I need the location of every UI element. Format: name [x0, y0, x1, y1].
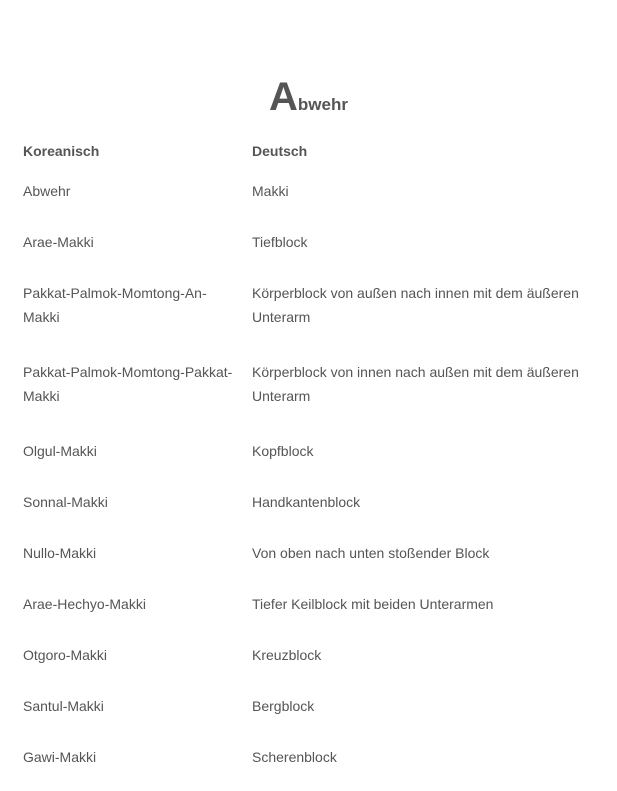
- vocabulary-table: [14, 133, 592, 791]
- german-term: Scherenblock: [252, 749, 337, 765]
- table-row: [14, 434, 592, 485]
- table-row: [14, 536, 592, 587]
- german-term: Körperblock von außen nach innen mit dem äußeren Unterarm: [252, 285, 579, 325]
- table-row: [14, 174, 592, 225]
- korean-term: Santul-Makki: [23, 698, 104, 714]
- german-term: Bergblock: [252, 698, 315, 714]
- table-row: [14, 485, 592, 536]
- korean-term: Arae-Hechyo-Makki: [23, 596, 146, 612]
- korean-term: Nullo-Makki: [23, 545, 97, 561]
- german-term: Makki: [252, 183, 289, 199]
- korean-term: Sonnal-Makki: [23, 494, 108, 510]
- table-row: [14, 587, 592, 638]
- table-row: [14, 355, 592, 434]
- page-title: [0, 73, 617, 121]
- german-term: Körperblock von innen nach außen mit dem äußeren Unterarm: [252, 364, 579, 404]
- korean-term: Arae-Makki: [23, 234, 94, 250]
- german-term: Tiefer Keilblock mit beiden Unterarmen: [252, 596, 494, 612]
- table-row: [14, 225, 592, 276]
- column-header-german: Deutsch: [252, 143, 308, 159]
- korean-term: Otgoro-Makki: [23, 647, 108, 663]
- table-row: [14, 276, 592, 355]
- korean-term: Gawi-Makki: [23, 749, 97, 765]
- german-term: Kreuzblock: [252, 647, 322, 663]
- german-term: Kopfblock: [252, 443, 314, 459]
- korean-term: Pakkat-Palmok-Momtong-An-Makki: [23, 285, 207, 325]
- german-term: Handkantenblock: [252, 494, 361, 510]
- table-row: [14, 638, 592, 689]
- column-header-korean: Koreanisch: [23, 143, 100, 159]
- german-term: Tiefblock: [252, 234, 308, 250]
- table-row: [14, 740, 592, 791]
- table-row: [14, 689, 592, 740]
- korean-term: Abwehr: [23, 183, 71, 199]
- page-title-rest: bwehr: [297, 95, 348, 115]
- german-term: Von oben nach unten stoßender Block: [252, 545, 490, 561]
- page-title-initial: A: [269, 75, 298, 120]
- korean-term: Olgul-Makki: [23, 443, 97, 459]
- table-header-row: [14, 133, 592, 174]
- korean-term: Pakkat-Palmok-Momtong-Pakkat-Makki: [23, 364, 233, 404]
